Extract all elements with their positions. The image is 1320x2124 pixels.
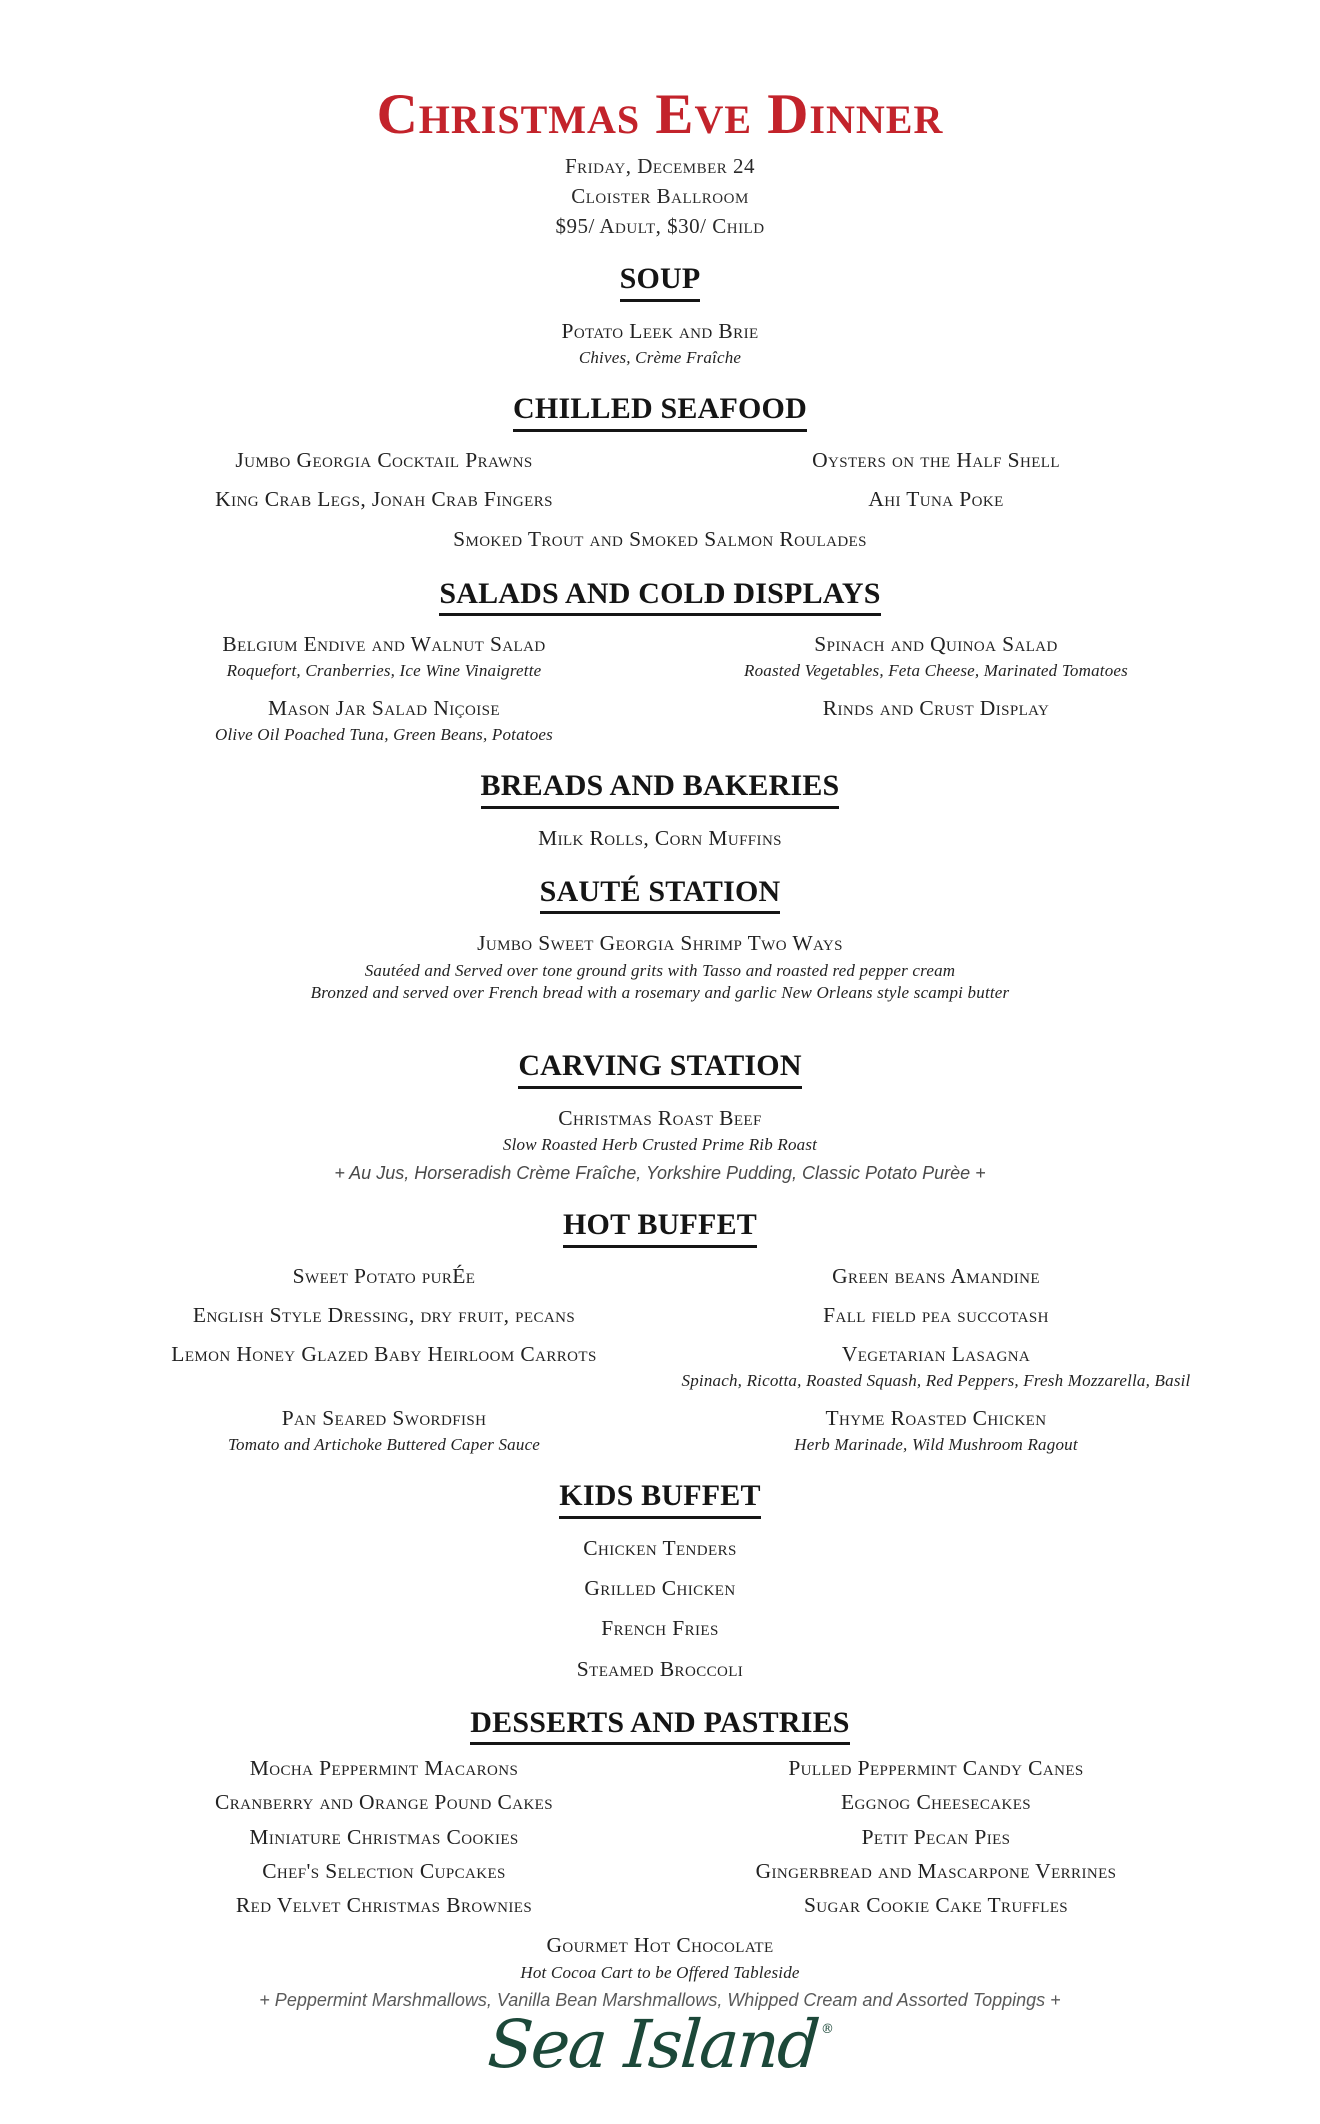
item-description: Sautéed and Served over tone ground grits with Tasso and roasted red pepper cream	[364, 960, 956, 980]
item-description: Bronzed and served over French bread with a rosemary and garlic New Orleans style scampi butter	[310, 983, 1010, 1003]
section-heading-breads: BREADS AND BAKERIES	[481, 767, 840, 809]
menu-cell	[120, 486, 648, 512]
menu-cell	[120, 631, 648, 682]
menu-cell	[672, 1892, 1200, 1918]
menu-cell	[672, 447, 1200, 473]
registered-trademark-icon: ®	[819, 2021, 834, 2037]
accompaniments-note: + Au Jus, Horseradish Crème Fraîche, Yorkshire Pudding, Classic Potato Purèe +	[334, 1162, 986, 1183]
menu-cell	[672, 695, 1200, 721]
menu-item: Milk Rolls, Corn Muffins	[538, 825, 782, 850]
menu-item: Rinds and Crust Display	[822, 695, 1050, 720]
section-saute	[0, 851, 1320, 1004]
menu-item: Ahi Tuna Poke	[868, 487, 1004, 512]
menu-cell	[120, 1263, 648, 1289]
two-column-list	[120, 1747, 1200, 1918]
menu-item: Gingerbread and Mascarpone Verrines	[755, 1858, 1117, 1883]
item-description: Tomato and Artichoke Buttered Caper Sauce	[227, 1434, 541, 1454]
two-column-list	[120, 1250, 1200, 1456]
toppings-note: + Peppermint Marshmallows, Vanilla Bean Marshmallows, Whipped Cream and Assorted Toppings +	[259, 1989, 1061, 2010]
menu-cell	[672, 1755, 1200, 1781]
menu-item: King Crab Legs, Jonah Crab Fingers	[215, 487, 553, 512]
menu-item: Gourmet Hot Chocolate	[546, 1933, 774, 1958]
menu-cell	[120, 1341, 648, 1367]
page-title: Christmas Eve Dinner	[376, 83, 944, 146]
section-chilled-seafood	[0, 368, 1320, 552]
menu-item: Christmas Roast Beef	[558, 1105, 762, 1130]
menu-cell	[672, 1824, 1200, 1850]
item-description: Hot Cocoa Cart to be Offered Tableside	[520, 1962, 800, 1982]
item-description: Herb Marinade, Wild Mushroom Ragout	[794, 1434, 1078, 1454]
menu-item: Green beans Amandine	[832, 1263, 1040, 1288]
item-description: Olive Oil Poached Tuna, Green Beans, Potatoes	[215, 724, 553, 744]
section-heading-soup: SOUP	[620, 260, 701, 302]
section-kids-buffet	[0, 1455, 1320, 1681]
item-description: Chives, Crème Fraîche	[578, 348, 742, 367]
item-description: Roasted Vegetables, Feta Cheese, Marinated Tomatoes	[744, 661, 1128, 681]
two-column-list	[120, 618, 1200, 745]
menu-item: English Style Dressing, dry fruit, pecans	[192, 1302, 576, 1327]
menu-cell	[120, 1858, 648, 1884]
menu-cell	[672, 1302, 1200, 1328]
item-description: Roquefort, Cranberries, Ice Wine Vinaigrette	[226, 661, 542, 681]
menu-item: Steamed Broccoli	[576, 1656, 744, 1681]
menu-cell	[672, 486, 1200, 512]
section-heading-desserts: DESSERTS AND PASTRIES	[470, 1704, 849, 1746]
section-heading-kids-buffet: KIDS BUFFET	[559, 1477, 760, 1519]
section-heading-chilled-seafood: CHILLED SEAFOOD	[513, 390, 807, 432]
menu-item: Petit Pecan Pies	[861, 1824, 1011, 1849]
sea-island-logo	[484, 2005, 834, 2083]
menu-item: Chef's Selection Cupcakes	[262, 1858, 506, 1883]
section-heading-carving: CARVING STATION	[518, 1047, 801, 1089]
menu-item: Cranberry and Orange Pound Cakes	[215, 1790, 553, 1815]
menu-cell	[672, 1263, 1200, 1289]
section-salads	[0, 553, 1320, 746]
menu-item: Mocha Peppermint Macarons	[249, 1756, 519, 1781]
menu-cell	[672, 1789, 1200, 1815]
menu-item: French Fries	[601, 1616, 719, 1641]
menu-item: Grilled Chicken	[584, 1576, 736, 1601]
menu-item: Oysters on the Half Shell	[812, 447, 1060, 472]
section-desserts	[0, 1682, 1320, 2012]
menu-item: Smoked Trout and Smoked Salmon Roulades	[453, 527, 867, 552]
menu-cell	[120, 447, 648, 473]
menu-date: Friday, December 24	[564, 154, 756, 178]
menu-item: Thyme Roasted Chicken	[825, 1405, 1047, 1430]
menu-item: Jumbo Georgia Cocktail Prawns	[235, 447, 533, 472]
menu-cell	[120, 1755, 648, 1781]
menu-item: Vegetarian Lasagna	[841, 1342, 1031, 1367]
menu-cell	[672, 631, 1200, 682]
menu-item: Jumbo Sweet Georgia Shrimp Two Ways	[477, 931, 843, 956]
menu-cell	[120, 1302, 648, 1328]
menu-item: Eggnog Cheesecakes	[840, 1790, 1032, 1815]
section-hot-buffet	[0, 1184, 1320, 1455]
menu-cell	[120, 1824, 648, 1850]
section-breads	[0, 745, 1320, 851]
menu-item: Mason Jar Salad Niçoise	[268, 695, 500, 720]
section-heading-hot-buffet: HOT BUFFET	[563, 1206, 757, 1248]
menu-item: Miniature Christmas Cookies	[249, 1824, 519, 1849]
menu-item: Sweet Potato purÉe	[292, 1263, 476, 1288]
menu-item: Fall field pea succotash	[823, 1302, 1049, 1327]
menu-cell	[672, 1405, 1200, 1456]
menu-venue: Cloister Ballroom	[571, 184, 749, 209]
menu-item: Belgium Endive and Walnut Salad	[222, 632, 546, 657]
menu-item: Pulled Peppermint Candy Canes	[788, 1756, 1084, 1781]
menu-item: Chicken Tenders	[583, 1535, 737, 1560]
menu-item: Potato Leek and Brie	[561, 318, 759, 343]
menu-item: Red Velvet Christmas Brownies	[235, 1893, 533, 1918]
section-heading-saute: SAUTÉ STATION	[540, 873, 781, 915]
menu-cell	[120, 1892, 648, 1918]
item-description: Slow Roasted Herb Crusted Prime Rib Roast	[502, 1135, 818, 1155]
menu-item: Sugar Cookie Cake Truffles	[803, 1893, 1069, 1918]
section-carving	[0, 1003, 1320, 1184]
section-heading-salads: SALADS AND COLD DISPLAYS	[439, 575, 880, 617]
menu-cell	[120, 1789, 648, 1815]
section-soup	[0, 238, 1320, 368]
menu-cell	[120, 695, 648, 746]
menu-price: $95/ Adult, $30/ Child	[555, 214, 765, 239]
item-description: Spinach, Ricotta, Roasted Squash, Red Peppers, Fresh Mozzarella, Basil	[681, 1371, 1191, 1391]
menu-item: Spinach and Quinoa Salad	[814, 632, 1058, 657]
menu-cell	[672, 1858, 1200, 1884]
logo-text: Sea Island	[484, 2005, 821, 2083]
menu-cell	[120, 1405, 648, 1456]
two-column-list	[120, 434, 1200, 512]
menu-item: Pan Seared Swordfish	[281, 1405, 487, 1430]
menu-cell	[672, 1341, 1200, 1392]
menu-item: Lemon Honey Glazed Baby Heirloom Carrots	[171, 1342, 597, 1367]
